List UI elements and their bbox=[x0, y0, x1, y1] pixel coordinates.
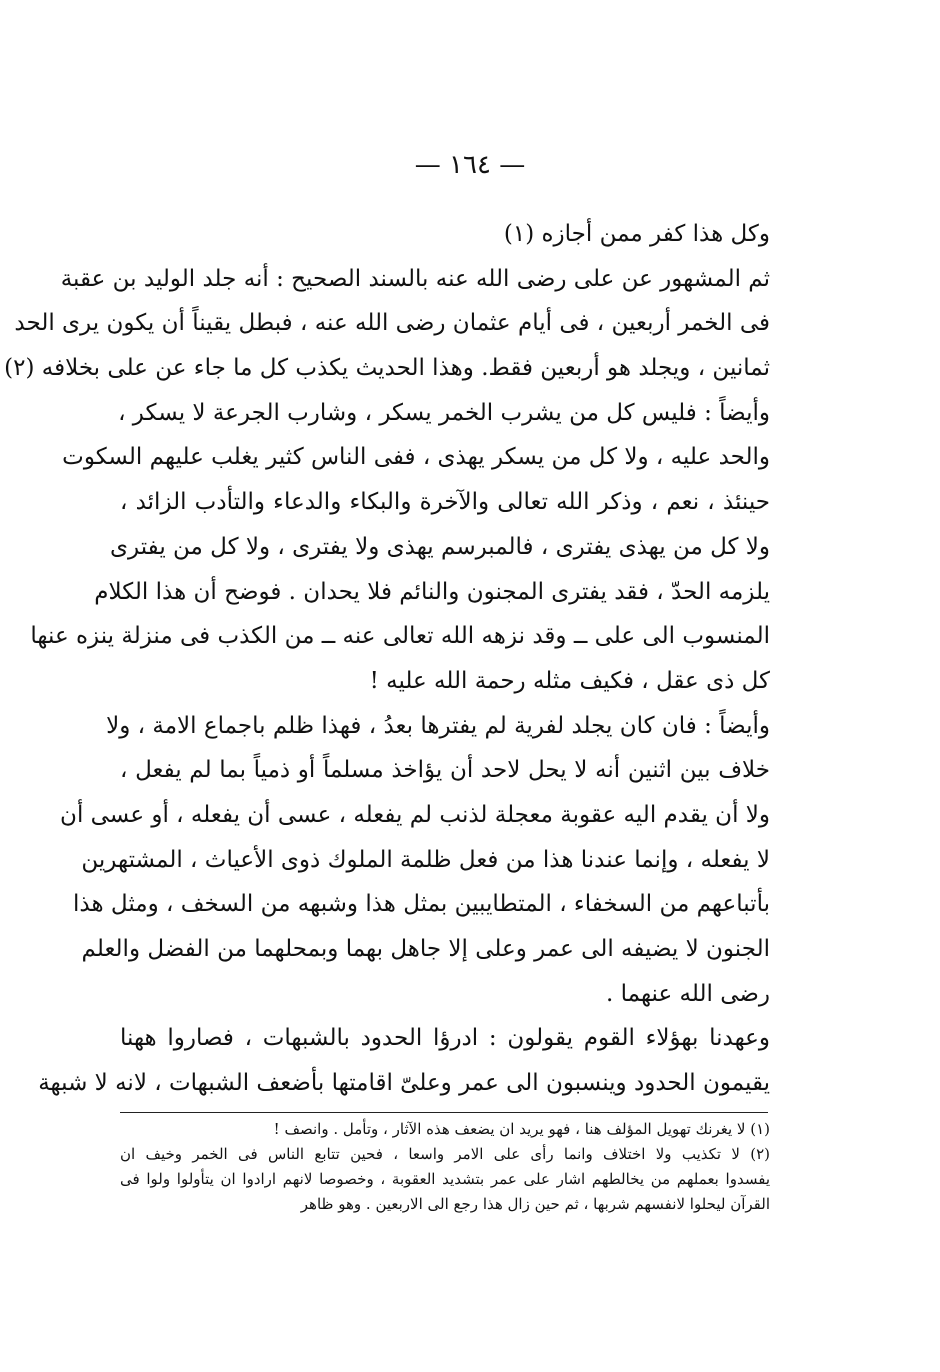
footnote-divider bbox=[120, 1112, 768, 1113]
text-line: كل ذى عقل ، فكيف مثله رحمة الله عليه ! bbox=[369, 667, 770, 694]
text-line: ثمانين ، ويجلد هو أربعين فقط. وهذا الحديث يكذب كل ما جاء عن على بخلافه (٢) bbox=[4, 355, 770, 382]
text-line: المنسوب الى على ــ وقد نزهه الله تعالى عنه ــ من الكذب فى منزلة ينزه عنها bbox=[30, 623, 770, 650]
page-number: — ١٦٤ — bbox=[414, 150, 526, 180]
text-line: الجنون لا يضيفه الى عمر وعلى إلا جاهل بهما وبمحلهما من الفضل والعلم bbox=[81, 936, 770, 962]
footnote-line: (٢) لا تكذيب ولا اختلاف وانما رأى على الامر واسعا ، فحين تتابع الناس فى الخمر وخيف ان bbox=[120, 1145, 770, 1163]
text-line: وأيضاً : فليس كل من يشرب الخمر يسكر ، وشارب الجرعة لا يسكر ، bbox=[118, 399, 770, 426]
text-line: رضى الله عنهما . bbox=[606, 980, 770, 1007]
text-line: بأتباعهم من السخفاء ، المتطايبين بمثل هذا وشبهه من السخف ، ومثل هذا bbox=[73, 891, 770, 918]
text-line: ولا أن يقدم اليه عقوبة معجلة لذنب لم يفعله ، عسى أن يفعله ، أو عسى أن bbox=[60, 801, 770, 828]
text-line: وأيضاً : فان كان يجلد لفرية لم يفترها بعدُ ، فهذا ظلم باجماع الامة ، ولا bbox=[106, 712, 770, 739]
text-line: حينئذ ، نعم ، وذكر الله تعالى والآخرة والبكاء والدعاء والتأدب الزائد ، bbox=[120, 489, 770, 516]
text-line: يلزمه الحدّ ، فقد يفترى المجنون والنائم فلا يحدان . فوضح أن هذا الكلام bbox=[94, 578, 770, 605]
footnote-line: يفسدوا بعملهم من يخالطهم اشار على عمر بتشديد العقوبة ، وخصوصا لانهم ارادوا ان يتأولوا ولوا فى bbox=[120, 1170, 770, 1188]
text-line: خلاف بين اثنين أنه لا يحل لاحد أن يؤاخذ مسلماً أو ذمياً بما لم يفعل ، bbox=[120, 757, 770, 784]
text-line: ثم المشهور عن على رضى الله عنه بالسند الصحيح : أنه جلد الوليد بن عقبة bbox=[60, 265, 770, 292]
footnotes bbox=[120, 1117, 770, 1217]
text-line: ولا كل من يهذى يفترى ، فالمبرسم يهذى ولا يفترى ، ولا كل من يفترى bbox=[110, 533, 770, 560]
text-line: لا يفعله ، وإنما عندنا هذا من فعل ظلمة الملوك ذوى الأعياث ، المشتهرين bbox=[81, 846, 770, 873]
text-line: فى الخمر أربعين ، فى أيام عثمان رضى الله عنه ، فبطل يقيناً أن يكون يرى الحد bbox=[14, 310, 770, 337]
text-line: وكل هذا كفر ممن أجازه (١) bbox=[503, 221, 770, 247]
footnote-line: القرآن ليحلوا لانفسهم شربها ، ثم حين زال هذا رجع الى الاربعين . وهو ظاهر bbox=[300, 1195, 770, 1213]
text-line: وعهدنا بهؤلاء القوم يقولون : ادرؤا الحدود بالشبهات ، فصاروا ههنا bbox=[120, 1025, 770, 1052]
footnote-line: (١) لا يغرنك تهويل المؤلف هنا ، فهو يريد ان يضعف هذه الآثار ، وتأمل . وانصف ! bbox=[273, 1120, 770, 1138]
text-line: والحد عليه ، ولا كل من يسكر يهذى ، ففى الناس كثير يغلب عليهم السكوت bbox=[62, 444, 770, 471]
main-text bbox=[4, 212, 770, 1106]
text-line: يقيمون الحدود وينسبون الى عمر وعلىّ اقامتها بأضعف الشبهات ، لانه لا شبهة bbox=[38, 1070, 770, 1097]
